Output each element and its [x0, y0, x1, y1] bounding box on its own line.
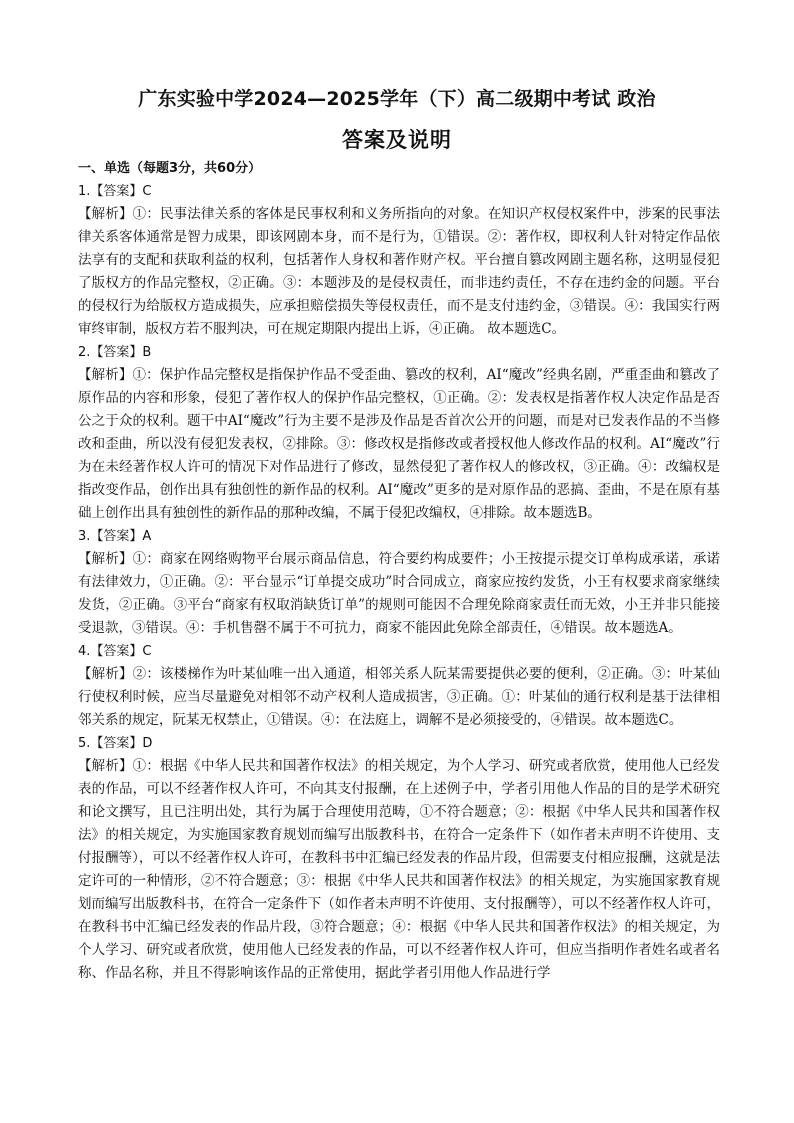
- answer-line: 3.【答案】A: [78, 529, 152, 544]
- analysis-text: 【解析】①：民事法律关系的客体是民事权利和义务所指向的对象。在知识产权侵权案件中，涉案的民事法律关系客体通常是智力成果，即该网剧本身，而不是行为，①错误。②：著作权，即权利人针对特定作品依法享有的支配和获取利益的权利，包括著作人身权和著作财产权。平台擅自篡改网剧主题名称，这明显侵犯了版权方的作品完整权，②正确。③：本题涉及的是侵权责任，而非违约责任，不存在违约金的问题。平台的侵权行为给版权方造成损失，应承担赔偿损失等侵权责任，而不是支付违约金，③错误。④：我国实行两审终审制，版权方若不服判决，可在规定期限内提出上诉，④正确。 故本题选C。: [78, 206, 720, 337]
- analysis-text: 【解析】①：商家在网络购物平台展示商品信息，符合要约构成要件；小王按提示提交订单构成承诺，承诺有法律效力，①正确。②：平台显示“订单提交成功”时合同成立，商家应按约发货，小王有权要求商家继续发货，②正确。③平台“商家有权取消缺货订单”的规则可能因不合理免除商家责任而无效，小王并非只能接受退款，③错误。④：手机售罄不属于不可抗力，商家不能因此免除全部责任，④错误。故本题选A。: [78, 551, 720, 636]
- answer-line: 2.【答案】B: [78, 345, 152, 360]
- question-block: [78, 341, 720, 525]
- analysis-text: 【解析】①：保护作品完整权是指保护作品不受歪曲、篡改的权利，AI“魔改”经典名剧，严重歪曲和篡改了原作品的内容和形象，侵犯了著作权人的保护作品完整权，①正确。②：发表权是指著作权人决定作品是否公之于众的权利。题干中AI“魔改”行为主要不是涉及作品是否首次公开的问题，而是对已发表作品的不当修改和歪曲，所以没有侵犯发表权，②排除。③：修改权是指修改或者授权他人修改作品的权利。AI“魔改”行为在未经著作权人许可的情况下对作品进行了修改，显然侵犯了著作权人的修改权，③正确。④：改编权是指改变作品，创作出具有独创性的新作品的权利。AI“魔改”更多的是对原作品的恶搞、歪曲，不是在原有基础上创作出具有独创性的新作品的那种改编，不属于侵犯改编权，④排除。故本题选B。: [78, 367, 720, 521]
- answer-line: 4.【答案】C: [78, 644, 152, 659]
- section-heading: 一、单选（每题3分，共60分）: [78, 161, 262, 176]
- question-block: [78, 732, 720, 985]
- question-block: [78, 180, 720, 341]
- analysis-text: 【解析】①：根据《中华人民共和国著作权法》的相关规定，为个人学习、研究或者欣赏，使用他人已经发表的作品，可以不经著作权人许可，不向其支付报酬，在上述例子中，学者引用他人作品的目的是学术研究和论文撰写，且已注明出处，其行为属于合理使用范畴，①不符合题意；②：根据《中华人民共和国著作权法》的相关规定，为实施国家教育规划而编写出版教科书，在符合一定条件下（如作者未声明不许使用、支付报酬等），可以不经著作权人许可，在教科书中汇编已经发表的作品片段，但需要支付相应报酬，这就是法定许可的一种情形，②不符合题意；③：根据《中华人民共和国著作权法》的相关规定，为实施国家教育规划而编写出版教科书，在符合一定条件下（如作者未声明不许使用、支付报酬等），可以不经著作权人许可，在教科书中汇编已经发表的作品片段，③符合题意；④：根据《中华人民共和国著作权法》的相关规定，为个人学习、研究或者欣赏，使用他人已经发表的作品，可以不经著作权人许可，但应当指明作者姓名或者名称、作品名称，并且不得影响该作品的正常使用，据此学者引用他人作品进行学: [78, 758, 720, 981]
- document-title: 广东实验中学2024—2025学年（下）高二级期中考试 政治: [138, 88, 656, 110]
- question-block: [78, 525, 720, 640]
- document-subtitle: 答案及说明: [342, 128, 452, 152]
- answer-line: 1.【答案】C: [78, 184, 152, 199]
- analysis-text: 【解析】②：该楼梯作为叶某仙唯一出入通道，相邻关系人阮某需要提供必要的便利，②正确。③：叶某仙行使权利时候，应当尽量避免对相邻不动产权利人造成损害，③正确。①：叶某仙的通行权利是基于法律相邻关系的规定，阮某无权禁止，①错误。④：在法庭上，调解不是必须接受的，④错误。故本题选C。: [78, 666, 720, 728]
- question-block: [78, 640, 720, 732]
- answer-content: [78, 157, 720, 985]
- answer-line: 5.【答案】D: [78, 736, 153, 751]
